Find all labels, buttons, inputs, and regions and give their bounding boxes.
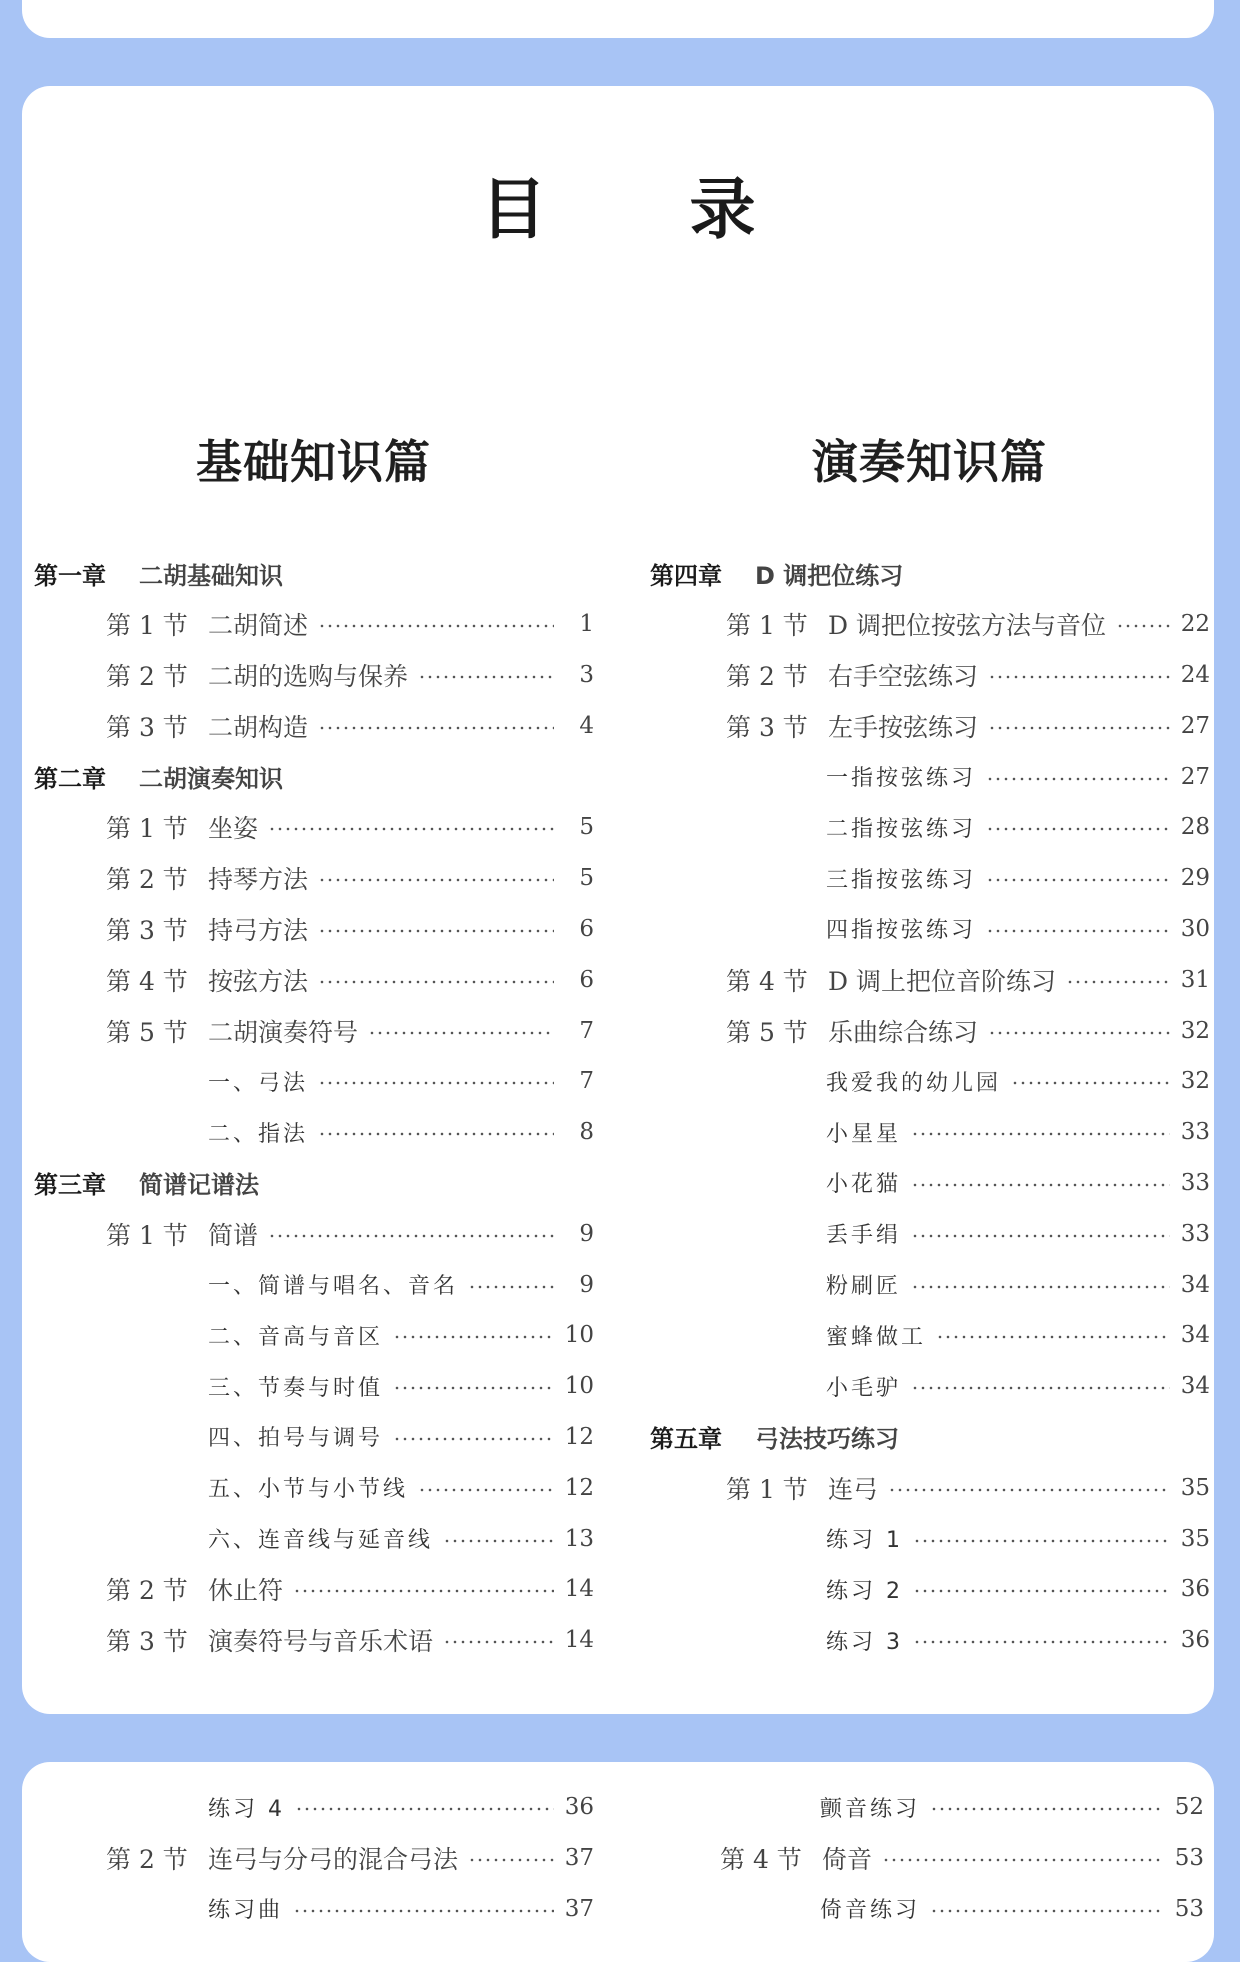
entry-title: 三指按弦练习 xyxy=(826,867,977,893)
dot-leader xyxy=(318,878,554,882)
toc-section-entry[interactable] xyxy=(650,650,1210,701)
page-number: 33 xyxy=(1180,1119,1210,1146)
page-number: 7 xyxy=(579,1017,594,1044)
page-number: 52 xyxy=(1174,1794,1204,1821)
chapter-label: 第二章 xyxy=(34,765,106,794)
dot-leader xyxy=(986,929,1170,933)
page-number: 34 xyxy=(1180,1373,1210,1400)
toc-column-right xyxy=(650,548,1210,1666)
dot-leader xyxy=(930,1807,1164,1811)
entry-title: 持弓方法 xyxy=(208,915,309,945)
dot-leader xyxy=(913,1589,1170,1593)
toc-section-entry[interactable] xyxy=(34,1833,594,1884)
dot-leader xyxy=(318,624,554,628)
toc-section-entry[interactable] xyxy=(644,1833,1204,1884)
entry-title: 练习 2 xyxy=(826,1578,903,1604)
page-number: 34 xyxy=(1180,1322,1210,1349)
dot-leader xyxy=(318,726,554,730)
dot-leader xyxy=(882,1858,1164,1862)
page-number: 35 xyxy=(1180,1474,1210,1501)
chapter-title: 二胡演奏知识 xyxy=(139,765,283,794)
toc-column-left xyxy=(34,548,594,1666)
toc-section-entry[interactable] xyxy=(650,700,1210,751)
dot-leader xyxy=(368,1031,554,1035)
section-label: 第 1 节 xyxy=(106,611,188,641)
entry-title: 四、拍号与调号 xyxy=(208,1426,384,1452)
dot-leader xyxy=(911,1234,1170,1238)
section-label: 第 1 节 xyxy=(726,1474,808,1504)
chapter-title: 二胡基础知识 xyxy=(139,561,283,590)
entry-title: 二胡简述 xyxy=(208,611,309,641)
page-number: 9 xyxy=(579,1220,594,1247)
toc-section-entry[interactable] xyxy=(34,853,594,904)
dot-leader xyxy=(986,777,1170,781)
bottom-card xyxy=(22,1762,1214,1962)
entry-title: 连弓 xyxy=(828,1474,879,1504)
page-number: 33 xyxy=(1180,1169,1210,1196)
chapter-label: 第四章 xyxy=(650,561,722,590)
section-label: 第 3 节 xyxy=(726,712,808,742)
dot-leader xyxy=(1011,1081,1170,1085)
entry-title: 练习曲 xyxy=(208,1898,284,1924)
chapter-title: D 调把位练习 xyxy=(755,561,904,590)
section-title-performance: 演奏知识篇 xyxy=(812,435,1047,489)
section-label: 第 2 节 xyxy=(726,661,808,691)
toc-chapter[interactable] xyxy=(34,548,594,599)
toc-sub-entry[interactable] xyxy=(644,1782,1204,1833)
dot-leader xyxy=(988,675,1170,679)
chapter-label: 第三章 xyxy=(34,1171,106,1200)
dot-leader xyxy=(418,1488,554,1492)
page-number: 34 xyxy=(1180,1271,1210,1298)
dot-leader xyxy=(318,929,554,933)
entry-title: 三、节奏与时值 xyxy=(208,1375,384,1401)
section-label: 第 3 节 xyxy=(106,915,188,945)
entry-title: 休止符 xyxy=(208,1576,284,1606)
toc-section-entry[interactable] xyxy=(34,1208,594,1259)
dot-leader xyxy=(913,1640,1170,1644)
page-number: 32 xyxy=(1180,1017,1210,1044)
toc-sub-entry[interactable] xyxy=(34,1412,594,1463)
section-label: 第 2 节 xyxy=(106,1845,188,1875)
page-number: 27 xyxy=(1180,763,1210,790)
toc-sub-entry[interactable] xyxy=(34,1259,594,1310)
page-number: 28 xyxy=(1180,814,1210,841)
toc-sub-entry[interactable] xyxy=(34,1361,594,1412)
page-number: 32 xyxy=(1180,1068,1210,1095)
toc-sub-entry[interactable] xyxy=(650,1361,1210,1412)
page-number: 22 xyxy=(1180,611,1210,638)
toc-sub-entry[interactable] xyxy=(650,751,1210,802)
section-label: 第 5 节 xyxy=(106,1017,188,1047)
dot-leader xyxy=(988,726,1170,730)
toc-chapter[interactable] xyxy=(650,1412,1210,1463)
page-number: 6 xyxy=(579,915,594,942)
section-label: 第 2 节 xyxy=(106,865,188,895)
dot-leader xyxy=(936,1335,1170,1339)
entry-title: 左手按弦练习 xyxy=(828,712,979,742)
toc-chapter[interactable] xyxy=(34,751,594,802)
entry-title: 坐姿 xyxy=(208,814,259,844)
page-number: 6 xyxy=(579,966,594,993)
dot-leader xyxy=(295,1807,554,1811)
page-number: 12 xyxy=(564,1423,594,1450)
page-title: 目 录 xyxy=(480,170,816,248)
page-number: 8 xyxy=(579,1119,594,1146)
page-number: 14 xyxy=(564,1576,594,1603)
entry-title: 丢手绢 xyxy=(826,1223,902,1249)
entry-title: 演奏符号与音乐术语 xyxy=(208,1627,434,1657)
entry-title: 练习 1 xyxy=(826,1528,903,1554)
page-number: 7 xyxy=(579,1068,594,1095)
dot-leader xyxy=(913,1539,1170,1543)
section-label: 第 4 节 xyxy=(106,966,188,996)
entry-title: 粉刷匠 xyxy=(826,1274,902,1300)
toc-chapter[interactable] xyxy=(650,548,1210,599)
toc-sub-entry[interactable] xyxy=(650,904,1210,955)
entry-title: 二胡构造 xyxy=(208,712,309,742)
entry-title: 练习 3 xyxy=(826,1629,903,1655)
section-label: 第 1 节 xyxy=(106,1220,188,1250)
entry-title: 练习 4 xyxy=(208,1796,285,1822)
page-number: 29 xyxy=(1180,865,1210,892)
entry-title: 小毛驴 xyxy=(826,1375,902,1401)
entry-title: D 调上把位音阶练习 xyxy=(828,966,1056,996)
page-number: 33 xyxy=(1180,1220,1210,1247)
entry-title: 简谱 xyxy=(208,1220,259,1250)
section-label: 第 5 节 xyxy=(726,1017,808,1047)
entry-title: 颤音练习 xyxy=(820,1796,921,1822)
page-number: 24 xyxy=(1180,661,1210,688)
section-label: 第 2 节 xyxy=(106,1576,188,1606)
entry-title: 乐曲综合练习 xyxy=(828,1017,979,1047)
section-label: 第 1 节 xyxy=(726,611,808,641)
entry-title: 连弓与分弓的混合弓法 xyxy=(208,1845,459,1875)
toc-sub-entry[interactable] xyxy=(34,1782,594,1833)
toc-section-entry[interactable] xyxy=(34,954,594,1005)
page-number: 3 xyxy=(579,661,594,688)
page-number: 35 xyxy=(1180,1525,1210,1552)
dot-leader xyxy=(393,1386,554,1390)
toc-section-entry[interactable] xyxy=(650,599,1210,650)
entry-title: 小花猫 xyxy=(826,1172,902,1198)
page-number: 5 xyxy=(579,814,594,841)
page-number: 14 xyxy=(564,1627,594,1654)
section-label: 第 3 节 xyxy=(106,1627,188,1657)
toc-sub-entry[interactable] xyxy=(650,802,1210,853)
toc-sub-entry[interactable] xyxy=(644,1884,1204,1935)
toc-section-entry[interactable] xyxy=(34,1564,594,1615)
toc-column-bottom-right xyxy=(644,1782,1204,1934)
dot-leader xyxy=(318,1081,554,1085)
page-number: 12 xyxy=(564,1474,594,1501)
entry-title: 一、弓法 xyxy=(208,1070,309,1096)
entry-title: 二胡演奏符号 xyxy=(208,1017,359,1047)
toc-section-entry[interactable] xyxy=(650,1462,1210,1513)
dot-leader xyxy=(911,1132,1170,1136)
toc-sub-entry[interactable] xyxy=(650,1564,1210,1615)
page-number: 31 xyxy=(1180,966,1210,993)
dot-leader xyxy=(268,1234,554,1238)
entry-title: 右手空弦练习 xyxy=(828,661,979,691)
dot-leader xyxy=(318,980,554,984)
page-number: 1 xyxy=(579,611,594,638)
chapter-label: 第一章 xyxy=(34,561,106,590)
toc-sub-entry[interactable] xyxy=(650,1615,1210,1666)
section-title-basics: 基础知识篇 xyxy=(196,435,431,489)
toc-sub-entry[interactable] xyxy=(650,1107,1210,1158)
top-card xyxy=(22,0,1214,38)
entry-title: 持琴方法 xyxy=(208,865,309,895)
dot-leader xyxy=(443,1640,554,1644)
entry-title: 倚音练习 xyxy=(820,1898,921,1924)
chapter-label: 第五章 xyxy=(650,1425,722,1454)
entry-title: 二胡的选购与保养 xyxy=(208,661,409,691)
page-number: 36 xyxy=(564,1794,594,1821)
toc-section-entry[interactable] xyxy=(34,700,594,751)
toc-sub-entry[interactable] xyxy=(650,1310,1210,1361)
toc-section-entry[interactable] xyxy=(34,904,594,955)
toc-section-entry[interactable] xyxy=(34,650,594,701)
entry-title: 倚音 xyxy=(822,1845,873,1875)
toc-sub-entry[interactable] xyxy=(34,1310,594,1361)
toc-column-bottom-left xyxy=(34,1782,594,1934)
chapter-title: 弓法技巧练习 xyxy=(755,1425,899,1454)
dot-leader xyxy=(443,1539,554,1543)
dot-leader xyxy=(293,1909,554,1913)
toc-sub-entry[interactable] xyxy=(650,1259,1210,1310)
section-label: 第 2 节 xyxy=(106,661,188,691)
toc-card xyxy=(22,86,1214,1714)
entry-title: 二、音高与音区 xyxy=(208,1324,384,1350)
page-number: 36 xyxy=(1180,1627,1210,1654)
page-number: 13 xyxy=(564,1525,594,1552)
toc-sub-entry[interactable] xyxy=(34,1107,594,1158)
dot-leader xyxy=(1066,980,1170,984)
dot-leader xyxy=(888,1488,1170,1492)
section-label: 第 4 节 xyxy=(720,1845,802,1875)
page-number: 37 xyxy=(564,1895,594,1922)
dot-leader xyxy=(911,1183,1170,1187)
section-label: 第 4 节 xyxy=(726,966,808,996)
dot-leader xyxy=(988,1031,1170,1035)
page-number: 53 xyxy=(1174,1845,1204,1872)
dot-leader xyxy=(986,878,1170,882)
page-number: 36 xyxy=(1180,1576,1210,1603)
page-number: 27 xyxy=(1180,712,1210,739)
toc-sub-entry[interactable] xyxy=(650,1056,1210,1107)
dot-leader xyxy=(1116,624,1170,628)
toc-sub-entry[interactable] xyxy=(650,853,1210,904)
page-number: 9 xyxy=(579,1271,594,1298)
entry-title: 一、简谱与唱名、音名 xyxy=(208,1274,459,1300)
section-label: 第 1 节 xyxy=(106,814,188,844)
dot-leader xyxy=(911,1386,1170,1390)
toc-sub-entry[interactable] xyxy=(34,1056,594,1107)
dot-leader xyxy=(986,827,1170,831)
entry-title: 二指按弦练习 xyxy=(826,816,977,842)
entry-title: 五、小节与小节线 xyxy=(208,1477,409,1503)
toc-section-entry[interactable] xyxy=(34,1005,594,1056)
chapter-title: 简谱记谱法 xyxy=(139,1171,259,1200)
page-number: 53 xyxy=(1174,1895,1204,1922)
dot-leader xyxy=(930,1909,1164,1913)
section-label: 第 3 节 xyxy=(106,712,188,742)
toc-sub-entry[interactable] xyxy=(34,1462,594,1513)
toc-section-entry[interactable] xyxy=(34,1615,594,1666)
entry-title: 我爱我的幼儿园 xyxy=(826,1070,1002,1096)
toc-sub-entry[interactable] xyxy=(650,1208,1210,1259)
dot-leader xyxy=(418,675,554,679)
toc-sub-entry[interactable] xyxy=(650,1158,1210,1209)
dot-leader xyxy=(318,1132,554,1136)
entry-title: 按弦方法 xyxy=(208,966,309,996)
entry-title: D 调把位按弦方法与音位 xyxy=(828,611,1106,641)
dot-leader xyxy=(468,1858,554,1862)
toc-section-entry[interactable] xyxy=(650,1005,1210,1056)
dot-leader xyxy=(268,827,554,831)
entry-title: 蜜蜂做工 xyxy=(826,1324,927,1350)
entry-title: 四指按弦练习 xyxy=(826,918,977,944)
toc-sub-entry[interactable] xyxy=(34,1884,594,1935)
entry-title: 六、连音线与延音线 xyxy=(208,1528,434,1554)
dot-leader xyxy=(393,1437,554,1441)
toc-section-entry[interactable] xyxy=(34,599,594,650)
dot-leader xyxy=(911,1285,1170,1289)
page-number: 37 xyxy=(564,1845,594,1872)
page-number: 5 xyxy=(579,865,594,892)
dot-leader xyxy=(393,1335,554,1339)
toc-chapter[interactable] xyxy=(34,1158,594,1209)
page-number: 30 xyxy=(1180,915,1210,942)
toc-sub-entry[interactable] xyxy=(650,1513,1210,1564)
toc-section-entry[interactable] xyxy=(34,802,594,853)
entry-title: 小星星 xyxy=(826,1121,902,1147)
page-number: 10 xyxy=(564,1373,594,1400)
entry-title: 一指按弦练习 xyxy=(826,766,977,792)
dot-leader xyxy=(293,1589,554,1593)
page-number: 10 xyxy=(564,1322,594,1349)
entry-title: 二、指法 xyxy=(208,1121,309,1147)
page-number: 4 xyxy=(579,712,594,739)
toc-sub-entry[interactable] xyxy=(34,1513,594,1564)
dot-leader xyxy=(468,1285,554,1289)
toc-section-entry[interactable] xyxy=(650,954,1210,1005)
